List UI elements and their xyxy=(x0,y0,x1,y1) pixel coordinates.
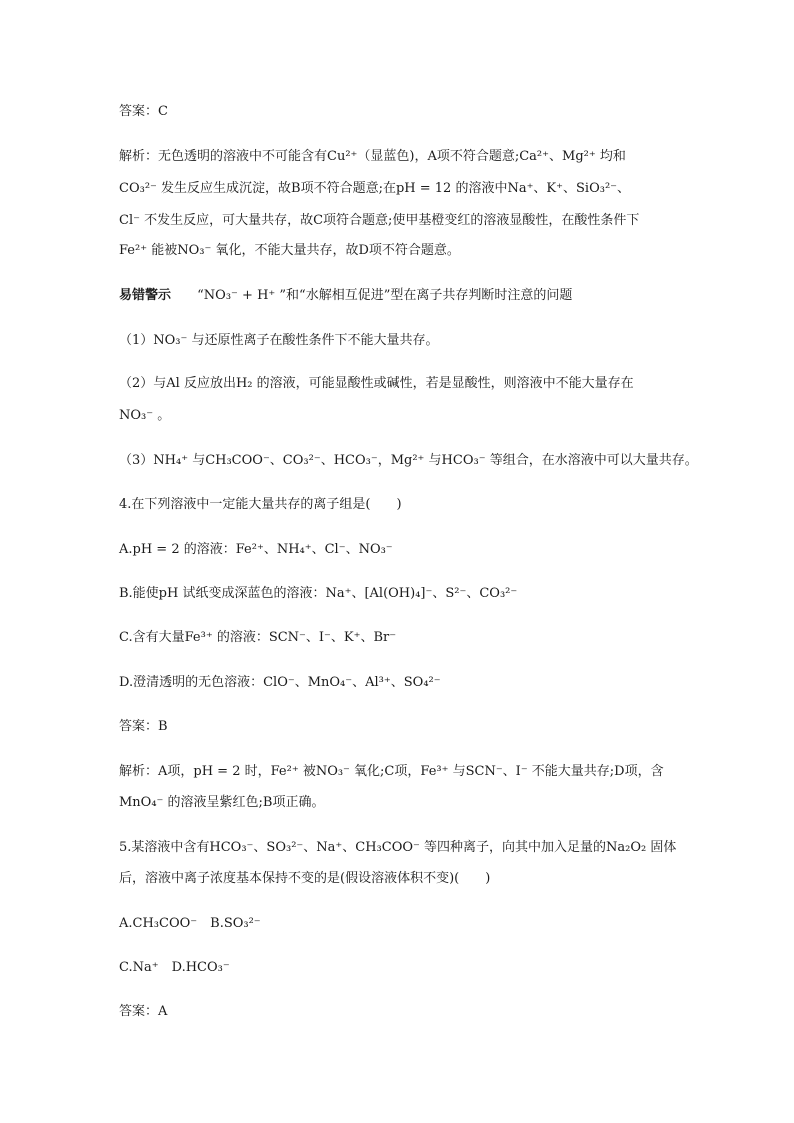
warning-heading xyxy=(119,286,572,306)
question-5-stem-line-1: 5.某溶液中含有HCO₃⁻、SO₃²⁻、Na⁺、CH₃COO⁻ 等四种离子，向其中加入足量的Na₂O₂ 固体 xyxy=(119,840,677,855)
question-5-stem-line-2: 后，溶液中离子浓度基本保持不变的是(假设溶液体积不变)( ) xyxy=(119,871,491,886)
question-4-option-c: C.含有大量Fe³⁺ 的溶液：SCN⁻、I⁻、K⁺、Br⁻ xyxy=(119,630,397,645)
question-4-answer: 答案：B xyxy=(119,719,168,734)
question-4-option-a: A.pH = 2 的溶液：Fe²⁺、NH₄⁺、Cl⁻、NO₃⁻ xyxy=(119,542,393,557)
warning-label: 易错警示 xyxy=(119,288,172,303)
question-5-options-ab: A.CH₃COO⁻ B.SO₃²⁻ xyxy=(119,916,261,931)
question-5-options-cd: C.Na⁺ D.HCO₃⁻ xyxy=(119,960,230,975)
answer-c: 答案：C xyxy=(119,104,168,119)
warning-title: “NO₃⁻ + H⁺ ”和“水解相互促进”型在离子共存判断时注意的问题 xyxy=(197,288,573,303)
question-4-option-d: D.澄清透明的无色溶液：ClO⁻、MnO₄⁻、Al³⁺、SO₄²⁻ xyxy=(119,675,441,690)
analysis-1-line-1: 解析：无色透明的溶液中不可能含有Cu²⁺（显蓝色)，A项不符合题意;Ca²⁺、Mg²⁺ 均和 xyxy=(119,149,626,164)
analysis-1-line-4: Fe²⁺ 能被NO₃⁻ 氧化，不能大量共存，故D项不符合题意。 xyxy=(119,243,460,258)
warning-item-1: （1）NO₃⁻ 与还原性离子在酸性条件下不能大量共存。 xyxy=(119,333,439,348)
question-4-option-b: B.能使pH 试纸变成深蓝色的溶液：Na⁺、[Al(OH)₄]⁻、S²⁻、CO₃²⁻ xyxy=(119,586,518,601)
analysis-1-line-3: Cl⁻ 不发生反应，可大量共存，故C项符合题意;使甲基橙变红的溶液显酸性，在酸性条件下 xyxy=(119,213,640,228)
question-4-stem: 4.在下列溶液中一定能大量共存的离子组是( ) xyxy=(119,497,402,512)
warning-item-2-line-1: （2）与Al 反应放出H₂ 的溶液，可能显酸性或碱性，若是显酸性，则溶液中不能大量存在 xyxy=(119,376,634,391)
question-5-answer: 答案：A xyxy=(119,1004,168,1019)
question-4-analysis-line-2: MnO₄⁻ 的溶液呈紫红色;B项正确。 xyxy=(119,795,325,810)
analysis-1-line-2: CO₃²⁻ 发生反应生成沉淀，故B项不符合题意;在pH = 12 的溶液中Na⁺、K⁺、SiO₃²⁻、 xyxy=(119,181,631,196)
warning-item-2-line-2: NO₃⁻ 。 xyxy=(119,408,171,423)
question-4-analysis-line-1: 解析：A项，pH = 2 时，Fe²⁺ 被NO₃⁻ 氧化;C项，Fe³⁺ 与SCN⁻、I⁻ 不能大量共存;D项，含 xyxy=(119,764,664,779)
warning-item-3: （3）NH₄⁺ 与CH₃COO⁻、CO₃²⁻、HCO₃⁻，Mg²⁺ 与HCO₃⁻ 等组合，在水溶液中可以大量共存。 xyxy=(119,453,698,468)
